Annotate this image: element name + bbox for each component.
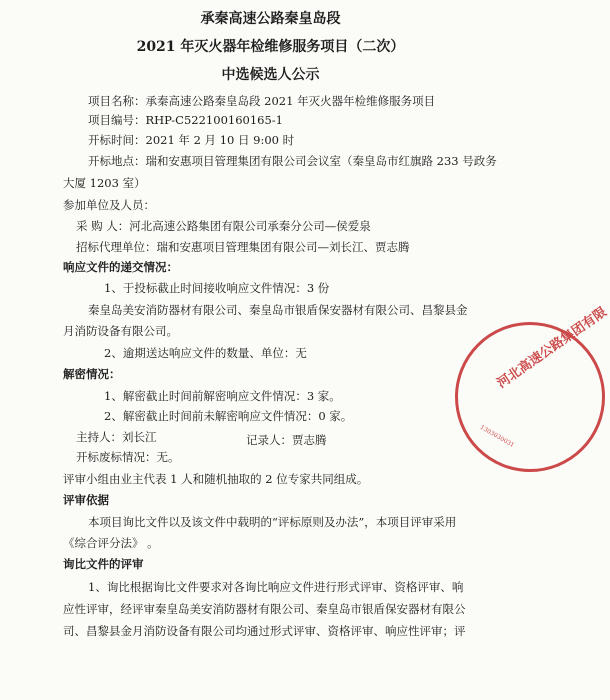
project-name: 项目名称：承秦高速公路秦皇岛段 2021 年灭火器年检维修服务项目 xyxy=(88,94,436,108)
title-line-1: 承秦高速公路秦皇岛段 xyxy=(200,11,341,27)
decrypt-item-2: 2、解密截止时间前未解密响应文件情况：0 家。 xyxy=(104,409,353,423)
seal-text: 河北高速公路集团有限 xyxy=(494,304,610,392)
basis-line-1: 本项目询比文件以及该文件中载明的“评标原则及办法”，本项目评审采用 xyxy=(88,515,457,529)
review-line-1: 1、询比根据询比文件要求对各询比响应文件进行形式评审、资格评审、响 xyxy=(88,580,464,594)
review-line-3: 司、昌黎县金月消防设备有限公司均通过形式评审、资格评审、响应性评审；评 xyxy=(63,624,466,638)
delivery-item-1: 1、于投标截止时间接收响应文件情况：3 份 xyxy=(104,281,330,295)
participants-label: 参加单位及人员： xyxy=(63,198,155,212)
host-line: 主持人：刘长江 xyxy=(76,430,157,444)
delivery-item-1-detail-2: 月消防设备有限公司。 xyxy=(63,324,178,338)
project-number: 项目编号：RHP-C522100160165-1 xyxy=(88,113,283,127)
delivery-item-2: 2、逾期送达响应文件的数量、单位：无 xyxy=(104,346,307,360)
basis-line-2: 《综合评分法》 。 xyxy=(63,536,159,550)
agent-line: 招标代理单位：瑞和安惠项目管理集团有限公司—刘长江、贾志腾 xyxy=(76,240,410,254)
delivery-item-1-detail-1: 秦皇岛美安消防器材有限公司、秦皇岛市银盾保安器材有限公司、昌黎县金 xyxy=(88,303,468,317)
decrypt-heading: 解密情况： xyxy=(63,367,121,381)
open-time: 开标时间：2021 年 2 月 10 日 9:00 时 xyxy=(88,133,295,147)
delivery-heading: 响应文件的递交情况： xyxy=(63,260,178,274)
basis-heading: 评审依据 xyxy=(63,493,109,507)
seal-code: 1303030031 xyxy=(478,423,516,450)
company-seal xyxy=(455,304,610,472)
review-heading: 询比文件的评审 xyxy=(63,557,144,571)
abandoned-line: 开标废标情况：无。 xyxy=(76,450,180,464)
title-line-3: 中选候选人公示 xyxy=(221,67,320,83)
decrypt-item-1: 1、解密截止时间前解密响应文件情况：3 家。 xyxy=(104,389,341,403)
title-line-2: 2021 年灭火器年检维修服务项目（二次） xyxy=(136,39,405,55)
committee-line: 评审小组由业主代表 1 人和随机抽取的 2 位专家共同组成。 xyxy=(63,472,369,486)
review-line-2: 应性评审，经评审秦皇岛美安消防器材有限公司、秦皇岛市银盾保安器材有限公 xyxy=(63,602,466,616)
open-place-line-2: 大厦 1203 室） xyxy=(63,176,146,190)
recorder-line: 记录人：贾志腾 xyxy=(246,433,327,447)
open-place-line-1: 开标地点：瑞和安惠项目管理集团有限公司会议室（秦皇岛市红旗路 233 号政务 xyxy=(88,154,497,168)
buyer-line: 采 购 人：河北高速公路集团有限公司承秦分公司—侯爱泉 xyxy=(76,219,371,233)
